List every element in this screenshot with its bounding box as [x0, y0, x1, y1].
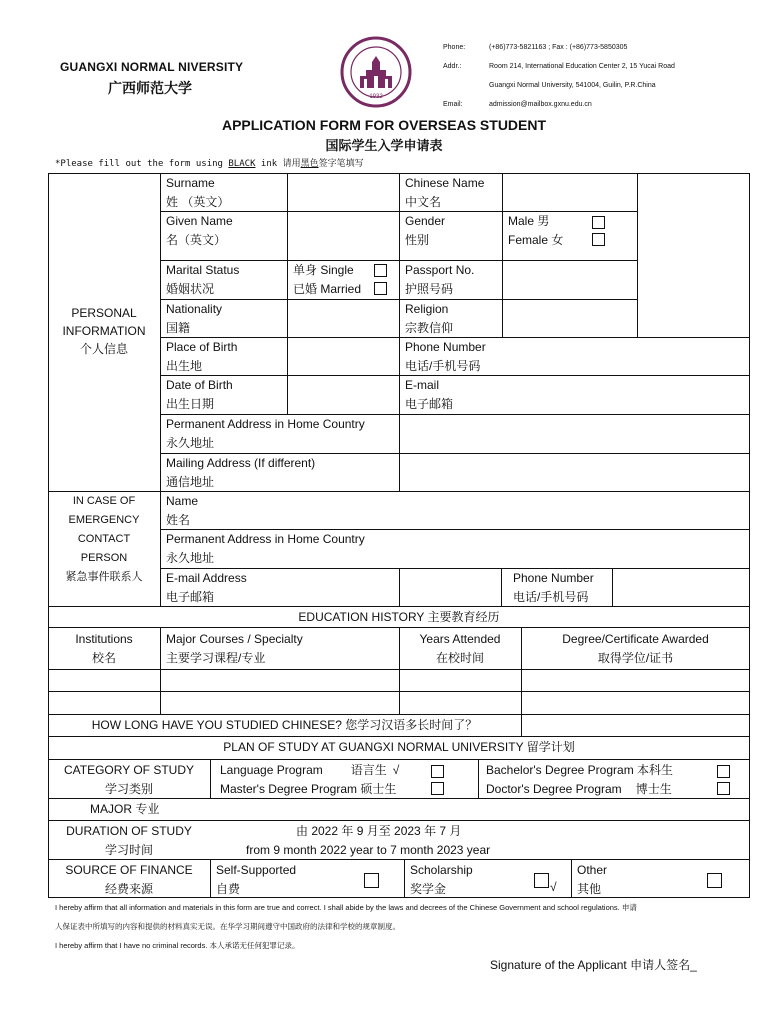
passport-label: Passport No. 护照号码 — [405, 263, 475, 296]
bachelor-program-label: Bachelor's Degree Program 本科生 — [486, 763, 674, 777]
permanent-address-label: Permanent Address in Home Country 永久地址 — [166, 417, 365, 450]
marital-options — [287, 260, 377, 300]
form-title-en: APPLICATION FORM FOR OVERSEAS STUDENT — [221, 117, 547, 133]
language-program-label: Language Program — [220, 763, 323, 777]
doctor-program-cn: 博士生 — [635, 782, 672, 796]
emergency-contact-section-label: IN CASE OF EMERGENCY CONTACT PERSON 紧急事件联系人 — [65, 495, 143, 583]
nationality-field[interactable] — [287, 299, 399, 337]
surname-label: Surname 姓 （英文） — [166, 176, 230, 209]
duration-en-value: from 9 month 2022 year to 7 month 2023 year — [246, 843, 491, 857]
phone-label: Phone: — [443, 44, 466, 51]
doctor-program-label: Doctor's Degree Program — [486, 782, 622, 796]
major-field[interactable] — [210, 799, 750, 820]
language-program-checkbox[interactable] — [431, 765, 444, 778]
master-program-label: Master's Degree Program 硕士生 — [220, 782, 397, 796]
permanent-address-field[interactable] — [399, 414, 749, 453]
religion-label: Religion 宗教信仰 — [405, 302, 454, 335]
married-checkbox[interactable] — [374, 282, 387, 295]
chinese-study-question: HOW LONG HAVE YOU STUDIED CHINESE? 您学习汉语多长时间了？ — [91, 718, 478, 732]
emergency-email-field[interactable] — [399, 568, 501, 606]
application-form-table — [48, 173, 750, 898]
mailing-address-label: Mailing Address (If different) 通信地址 — [166, 456, 316, 489]
passport-field[interactable] — [502, 260, 637, 299]
surname-field[interactable] — [287, 173, 399, 211]
male-option: Male 男 — [508, 214, 550, 228]
date-of-birth-field[interactable] — [287, 375, 399, 414]
email-label: E-mail 电子邮箱 — [405, 378, 454, 411]
affirmation-line-2: 人保证表中所填写的内容和提供的材料真实无误。在华学习期间遵守中国政府的法律和学校的规章制度。 — [55, 922, 400, 931]
emergency-address-field[interactable] — [399, 529, 749, 568]
emergency-email-label: E-mail Address 电子邮箱 — [166, 571, 247, 604]
doctor-program-checkbox[interactable] — [717, 782, 730, 795]
email-field[interactable] — [519, 375, 749, 414]
education-row-1-institution[interactable] — [48, 670, 160, 691]
scholarship-label: Scholarship 奖学金 — [410, 863, 473, 896]
other-finance-checkbox[interactable] — [707, 873, 722, 888]
scholarship-checkmark: √ — [550, 880, 557, 894]
emergency-address-label: Permanent Address in Home Country 永久地址 — [166, 532, 365, 565]
personal-info-section-label: PERSONAL INFORMATION 个人信息 — [62, 306, 146, 356]
university-name-cn: 广西师范大学 — [108, 80, 192, 96]
duration-value[interactable] — [210, 821, 750, 861]
phone-number-field[interactable] — [519, 337, 749, 375]
self-supported-checkbox[interactable] — [364, 873, 379, 888]
affirmation-line-1: I hereby affirm that all information and materials in this form are true and correct. I shall abide by the laws and decrees of the Chinese Government and school regulations. 申请 — [55, 903, 637, 912]
emergency-name-field[interactable] — [360, 491, 749, 529]
addr-label: Addr.: — [443, 63, 462, 70]
signature-line[interactable]: Signature of the Applicant 申请人签名_ — [490, 958, 697, 972]
marital-status-label: Marital Status 婚姻状况 — [166, 263, 240, 296]
language-checkmark: √ — [392, 763, 400, 777]
university-seal-logo — [340, 36, 412, 108]
mailing-address-field[interactable] — [399, 453, 749, 491]
single-option: 单身 Single — [293, 263, 354, 277]
given-name-field[interactable] — [287, 211, 399, 260]
self-supported-label: Self-Supported 自费 — [216, 863, 297, 896]
phone-number-label: Phone Number 电话/手机号码 — [405, 340, 486, 373]
email-address: admission@mailbox.gxnu.edu.cn — [489, 101, 592, 108]
program-options-right — [480, 760, 720, 800]
source-of-finance-label: SOURCE OF FINANCE 经费来源 — [65, 863, 193, 896]
gender-label: Gender 性别 — [405, 214, 446, 247]
date-of-birth-label: Date of Birth 出生日期 — [166, 378, 233, 411]
married-option: 已婚 Married — [293, 282, 362, 296]
category-of-study-label: CATEGORY OF STUDY 学习类别 — [63, 763, 195, 796]
place-of-birth-label: Place of Birth 出生地 — [166, 340, 238, 373]
phone-fax: (+86)773-5821163 ; Fax : (+86)773-5850305 — [489, 44, 628, 51]
language-program-cn: 语言生 — [350, 763, 387, 777]
emergency-phone-field[interactable] — [612, 568, 749, 606]
email-label: Email: — [443, 101, 463, 108]
emergency-name-label: Name 姓名 — [166, 494, 199, 527]
university-name-en: GUANGXI NORMAL NIVERSITY — [60, 60, 244, 74]
male-checkbox[interactable] — [592, 216, 605, 229]
nationality-label: Nationality 国籍 — [166, 302, 223, 335]
female-option: Female 女 — [508, 233, 564, 247]
fill-instruction: *Please fill out the form using BLACK ink 请用黑色签字笔填写 — [55, 159, 364, 169]
single-checkbox[interactable] — [374, 264, 387, 277]
address-line-2: Guangxi Normal University, 541004, Guilin, P.R.China — [489, 82, 656, 89]
logo-year: 1932 — [369, 94, 383, 100]
chinese-name-field[interactable] — [502, 173, 637, 211]
chinese-study-answer[interactable] — [521, 715, 750, 736]
given-name-label: Given Name 名（英文） — [166, 214, 233, 247]
major-courses-header: Major Courses / Specialty 主要学习课程/专业 — [166, 632, 303, 665]
form-title-cn: 国际学生入学申请表 — [325, 138, 443, 153]
duration-of-study-label: DURATION OF STUDY 学习时间 — [66, 824, 192, 857]
years-attended-header: Years Attended 在校时间 — [419, 632, 501, 665]
gender-options — [502, 211, 592, 251]
place-of-birth-field[interactable] — [287, 337, 399, 375]
education-row-2-institution[interactable] — [48, 692, 160, 714]
contact-block — [443, 38, 675, 114]
plan-of-study-header: PLAN OF STUDY AT GUANGXI NORMAL UNIVERSITY 留学计划 — [223, 740, 575, 754]
affirmation-line-3: I hereby affirm that I have no criminal records. 本人承诺无任何犯罪记录。 — [55, 941, 300, 950]
institutions-header: Institutions 校名 — [75, 632, 133, 665]
education-history-header: EDUCATION HISTORY 主要教育经历 — [298, 610, 500, 624]
major-label: MAJOR 专业 — [90, 802, 160, 816]
master-program-checkbox[interactable] — [431, 782, 444, 795]
duration-cn-value: 由 2022 年 9 月至 2023 年 7 月 — [296, 824, 462, 838]
scholarship-checkbox[interactable] — [534, 873, 549, 888]
other-finance-label: Other 其他 — [577, 863, 608, 896]
female-checkbox[interactable] — [592, 233, 605, 246]
chinese-name-label: Chinese Name 中文名 — [405, 176, 485, 209]
emergency-phone-label: Phone Number 电话/手机号码 — [513, 571, 594, 604]
religion-field[interactable] — [502, 299, 637, 337]
degree-awarded-header: Degree/Certificate Awarded 取得学位/证书 — [562, 632, 709, 665]
bachelor-program-checkbox[interactable] — [717, 765, 730, 778]
photo-box[interactable] — [637, 173, 749, 337]
address-line-1: Room 214, International Education Center 2, 15 Yucai Road — [489, 63, 675, 70]
